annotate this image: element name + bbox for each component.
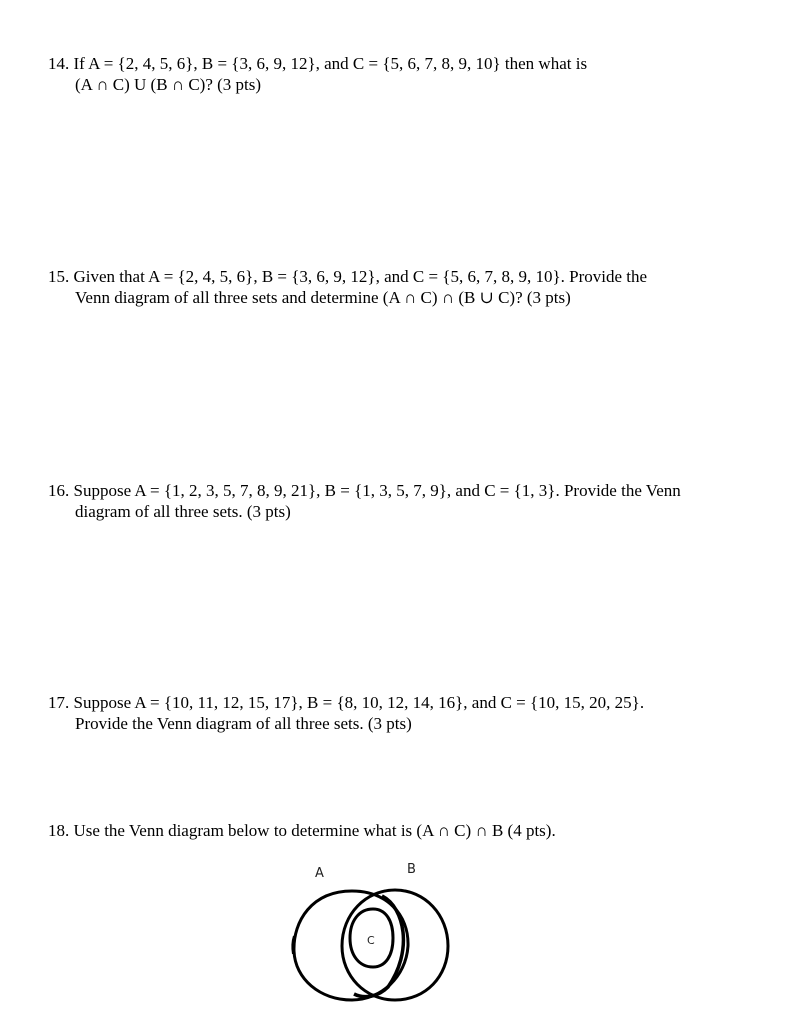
question-15-number: 15. <box>48 267 70 286</box>
venn-label-b: B <box>407 862 416 877</box>
question-14-number: 14. <box>48 54 70 73</box>
question-16-text-1: Suppose A = {1, 2, 3, 5, 7, 8, 9, 21}, B = {1, 3, 5, 7, 9}, and C = {1, 3}. Provide the Venn <box>73 481 681 500</box>
question-17-number: 17. <box>48 693 70 712</box>
question-16 <box>48 480 768 522</box>
question-18-number: 18. <box>48 821 70 840</box>
question-15-text-1: Given that A = {2, 4, 5, 6}, B = {3, 6, 9, 12}, and C = {5, 6, 7, 8, 9, 10}. Provide the <box>73 267 648 286</box>
question-15 <box>48 266 768 308</box>
question-18-text-1: Use the Venn diagram below to determine what is (A ∩ C) ∩ B (4 pts). <box>73 821 556 840</box>
question-17 <box>48 692 768 734</box>
question-17-line-1 <box>48 692 768 713</box>
question-15-text-2: Venn diagram of all three sets and determine (A ∩ C) ∩ (B ∪ C)? (3 pts) <box>75 288 571 307</box>
question-17-text-2: Provide the Venn diagram of all three sets. (3 pts) <box>75 714 412 733</box>
question-16-line-1 <box>48 480 768 501</box>
question-16-number: 16. <box>48 481 70 500</box>
question-16-text-2: diagram of all three sets. (3 pts) <box>75 502 291 521</box>
venn-label-c: C <box>367 934 375 947</box>
question-17-text-1: Suppose A = {10, 11, 12, 15, 17}, B = {8, 10, 12, 14, 16}, and C = {10, 15, 20, 25}. <box>73 693 645 712</box>
question-14 <box>48 53 768 95</box>
question-14-text-2: (A ∩ C) U (B ∩ C)? (3 pts) <box>75 75 262 94</box>
venn-label-a: A <box>315 866 324 881</box>
question-18 <box>48 820 768 841</box>
question-14-text-1: If A = {2, 4, 5, 6}, B = {3, 6, 9, 12}, and C = {5, 6, 7, 8, 9, 10} then what is <box>73 54 588 73</box>
question-18-line-1 <box>48 820 768 841</box>
question-15-line-1 <box>48 266 768 287</box>
question-14-line-1 <box>48 53 768 74</box>
venn-diagram <box>280 858 470 1008</box>
